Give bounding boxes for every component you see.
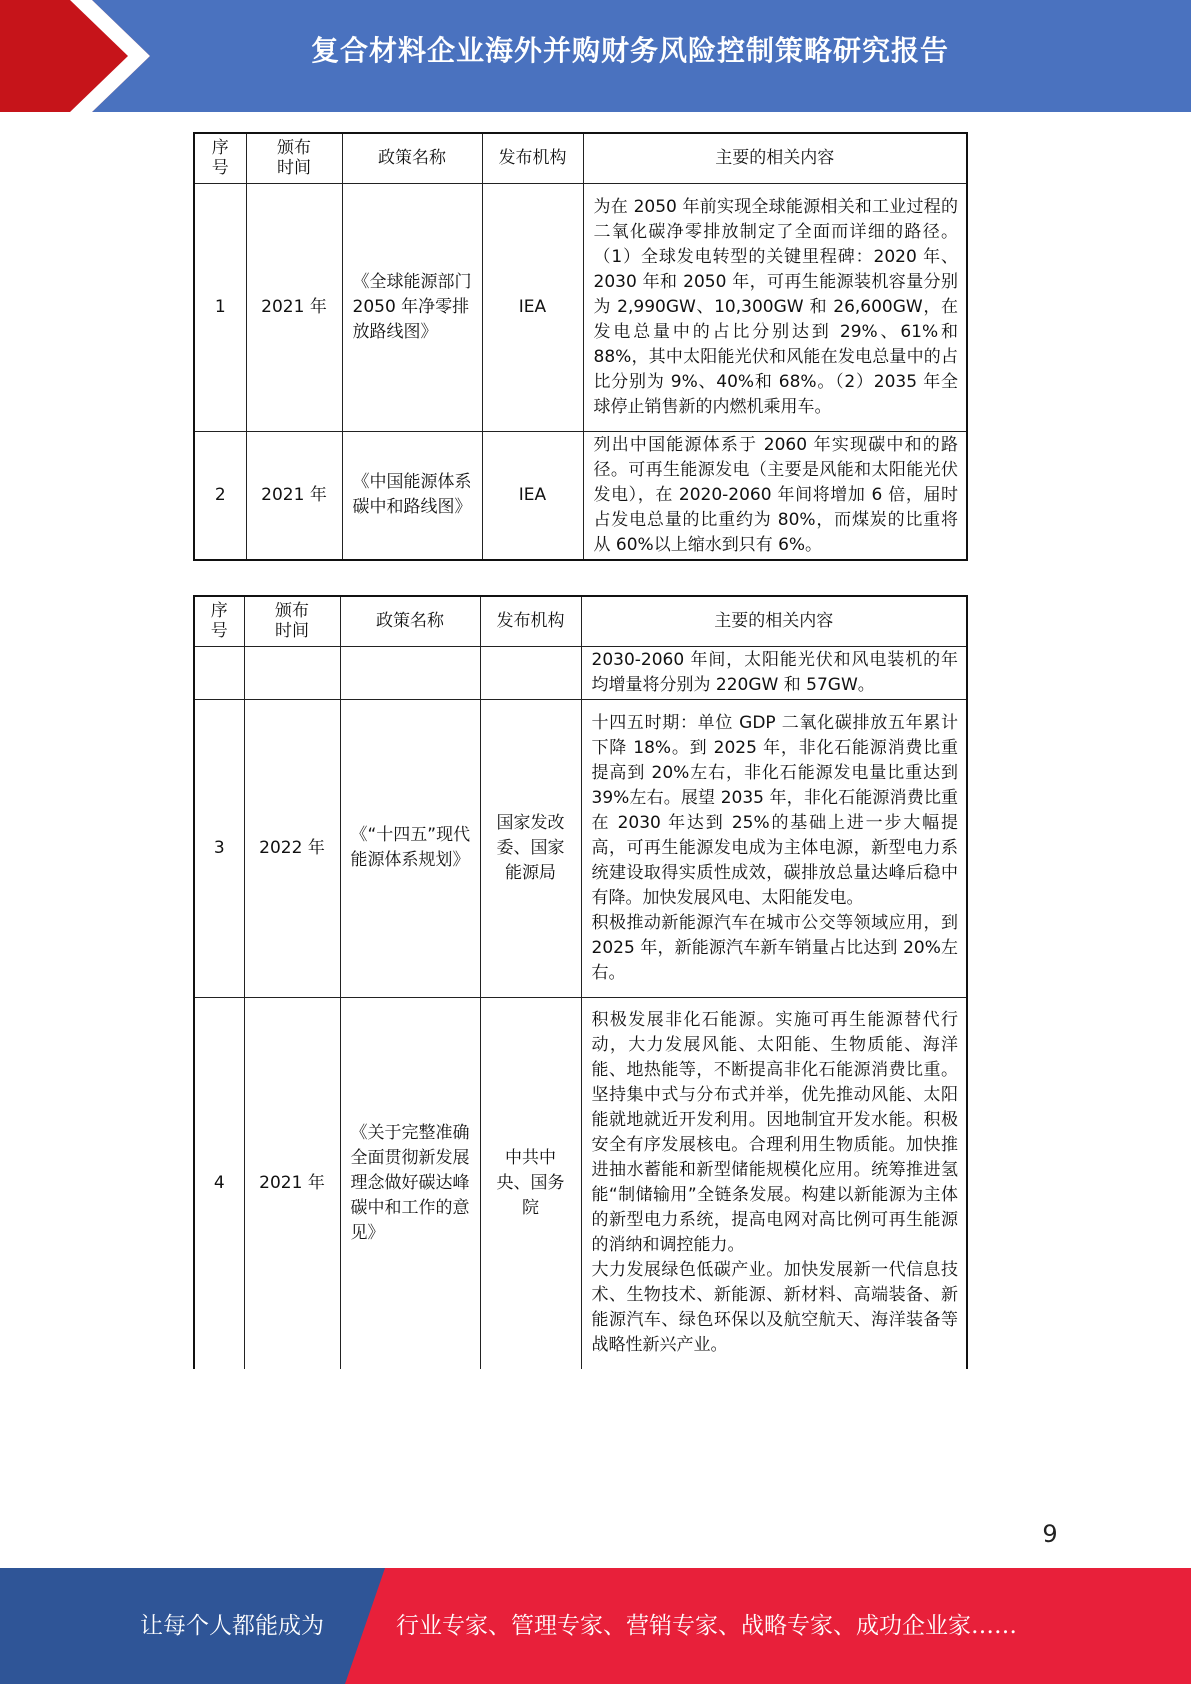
cell-date: 2021 年 (246, 183, 342, 431)
footer-slogan-right: 行业专家、管理专家、营销专家、战略专家、成功企业家…… (396, 1613, 1017, 1639)
header-date: 颁布时间 (244, 596, 340, 646)
cell-date: 2021 年 (246, 431, 342, 560)
cell-content (581, 699, 967, 997)
table-row (194, 431, 967, 560)
header-content: 主要的相关内容 (583, 133, 967, 183)
header-seq: 序号 (194, 133, 246, 183)
cell-date (244, 646, 340, 699)
cell-content (581, 997, 967, 1369)
header-org: 发布机构 (482, 133, 583, 183)
table-row (194, 699, 967, 997)
page-header (0, 0, 1191, 112)
page-footer (0, 1568, 1191, 1684)
cell-seq: 4 (194, 997, 244, 1369)
policy-table-2 (193, 595, 968, 1369)
page-number: 9 (1042, 1520, 1058, 1548)
cell-seq: 1 (194, 183, 246, 431)
content-paragraph: 积极发展非化石能源。实施可再生能源替代行动，大力发展风能、太阳能、生物质能、海洋能、地热能等，不断提高非化石能源消费比重。坚持集中式与分布式并举，优先推动风能、太阳能就地就近开发利用。因地制宜开发水能。积极安全有序发展核电。合理利用生物质能。加快推进抽水蓄能和新型储能规模化应用。统筹推进氢能“制储输用”全链条发展。构建以新能源为主体的新型电力系统，提高电网对高比例可再生能源的消纳和调控能力。 (591, 1010, 958, 1256)
cell-seq: 3 (194, 699, 244, 997)
report-title: 复合材料企业海外并购财务风险控制策略研究报告 (310, 34, 949, 67)
table-header-row (194, 133, 967, 183)
cell-content: 2030-2060 年间，太阳能光伏和风电装机的年均增量将分别为 220GW 和 57GW。 (581, 646, 967, 699)
cell-seq (194, 646, 244, 699)
cell-policy-name: 《关于完整准确全面贯彻新发展理念做好碳达峰碳中和工作的意见》 (340, 997, 480, 1369)
header-name: 政策名称 (340, 596, 480, 646)
cell-date: 2021 年 (244, 997, 340, 1369)
cell-policy-name: 《全球能源部门 2050 年净零排放路线图》 (342, 183, 482, 431)
content-paragraph: 大力发展绿色低碳产业。加快发展新一代信息技术、生物技术、新能源、新材料、高端装备、新能源汽车、绿色环保以及航空航天、海洋装备等战略性新兴产业。 (591, 1260, 958, 1356)
cell-policy-name: 《“十四五”现代能源体系规划》 (340, 699, 480, 997)
cell-org (480, 646, 581, 699)
header-content: 主要的相关内容 (581, 596, 967, 646)
table-row (194, 646, 967, 699)
content-paragraph: 十四五时期：单位 GDP 二氧化碳排放五年累计下降 18%。到 2025 年，非化石能源消费比重提高到 20%左右，非化石能源发电量比重达到 39%左右。展望 2035 年，非化石能源消费比重在 2030 年达到 25%的基础上进一步大幅提高，可再生能源发电成为主体电源，新型电力系统建设取得实质性成效，碳排放总量达峰后稳中有降。加快发展风电、太阳能发电。 (591, 712, 958, 908)
header-red-arrow (0, 0, 150, 112)
policy-table-1 (193, 132, 968, 561)
table-header-row (194, 596, 967, 646)
cell-org: IEA (482, 183, 583, 431)
content-paragraph: 积极推动新能源汽车在城市公交等领域应用，到 2025 年，新能源汽车新车销量占比达到 20%左右。 (591, 912, 958, 983)
cell-content: 为在 2050 年前实现全球能源相关和工业过程的二氧化碳净零排放制定了全面而详细的路径。（1）全球发电转型的关键里程碑：2020 年、2030 年和 2050 年，可再生能源装机容量分别为 2,990GW、10,300GW 和 26,600GW，在发电总量中的占比分别达到 29%、61%和 88%，其中太阳能光伏和风能在发电总量中的占比分别为 9%、40%和 68%。（2）2035 年全球停止销售新的内燃机乘用车。 (583, 183, 967, 431)
cell-policy-name (340, 646, 480, 699)
table-row (194, 997, 967, 1369)
cell-org: 国家发改委、国家能源局 (480, 699, 581, 997)
table-row (194, 183, 967, 431)
header-name: 政策名称 (342, 133, 482, 183)
header-org: 发布机构 (480, 596, 581, 646)
cell-seq: 2 (194, 431, 246, 560)
header-date: 颁布时间 (246, 133, 342, 183)
cell-content: 列出中国能源体系于 2060 年实现碳中和的路径。可再生能源发电（主要是风能和太阳能光伏发电），在 2020-2060 年间将增加 6 倍，届时占发电总量的比重约为 80%，而煤炭的比重将从 60%以上缩水到只有 6%。 (583, 431, 967, 560)
header-seq: 序号 (194, 596, 244, 646)
cell-org: IEA (482, 431, 583, 560)
cell-policy-name: 《中国能源体系碳中和路线图》 (342, 431, 482, 560)
cell-date: 2022 年 (244, 699, 340, 997)
cell-org: 中共中央、国务院 (480, 997, 581, 1369)
footer-slogan-left: 让每个人都能成为 (140, 1613, 324, 1639)
